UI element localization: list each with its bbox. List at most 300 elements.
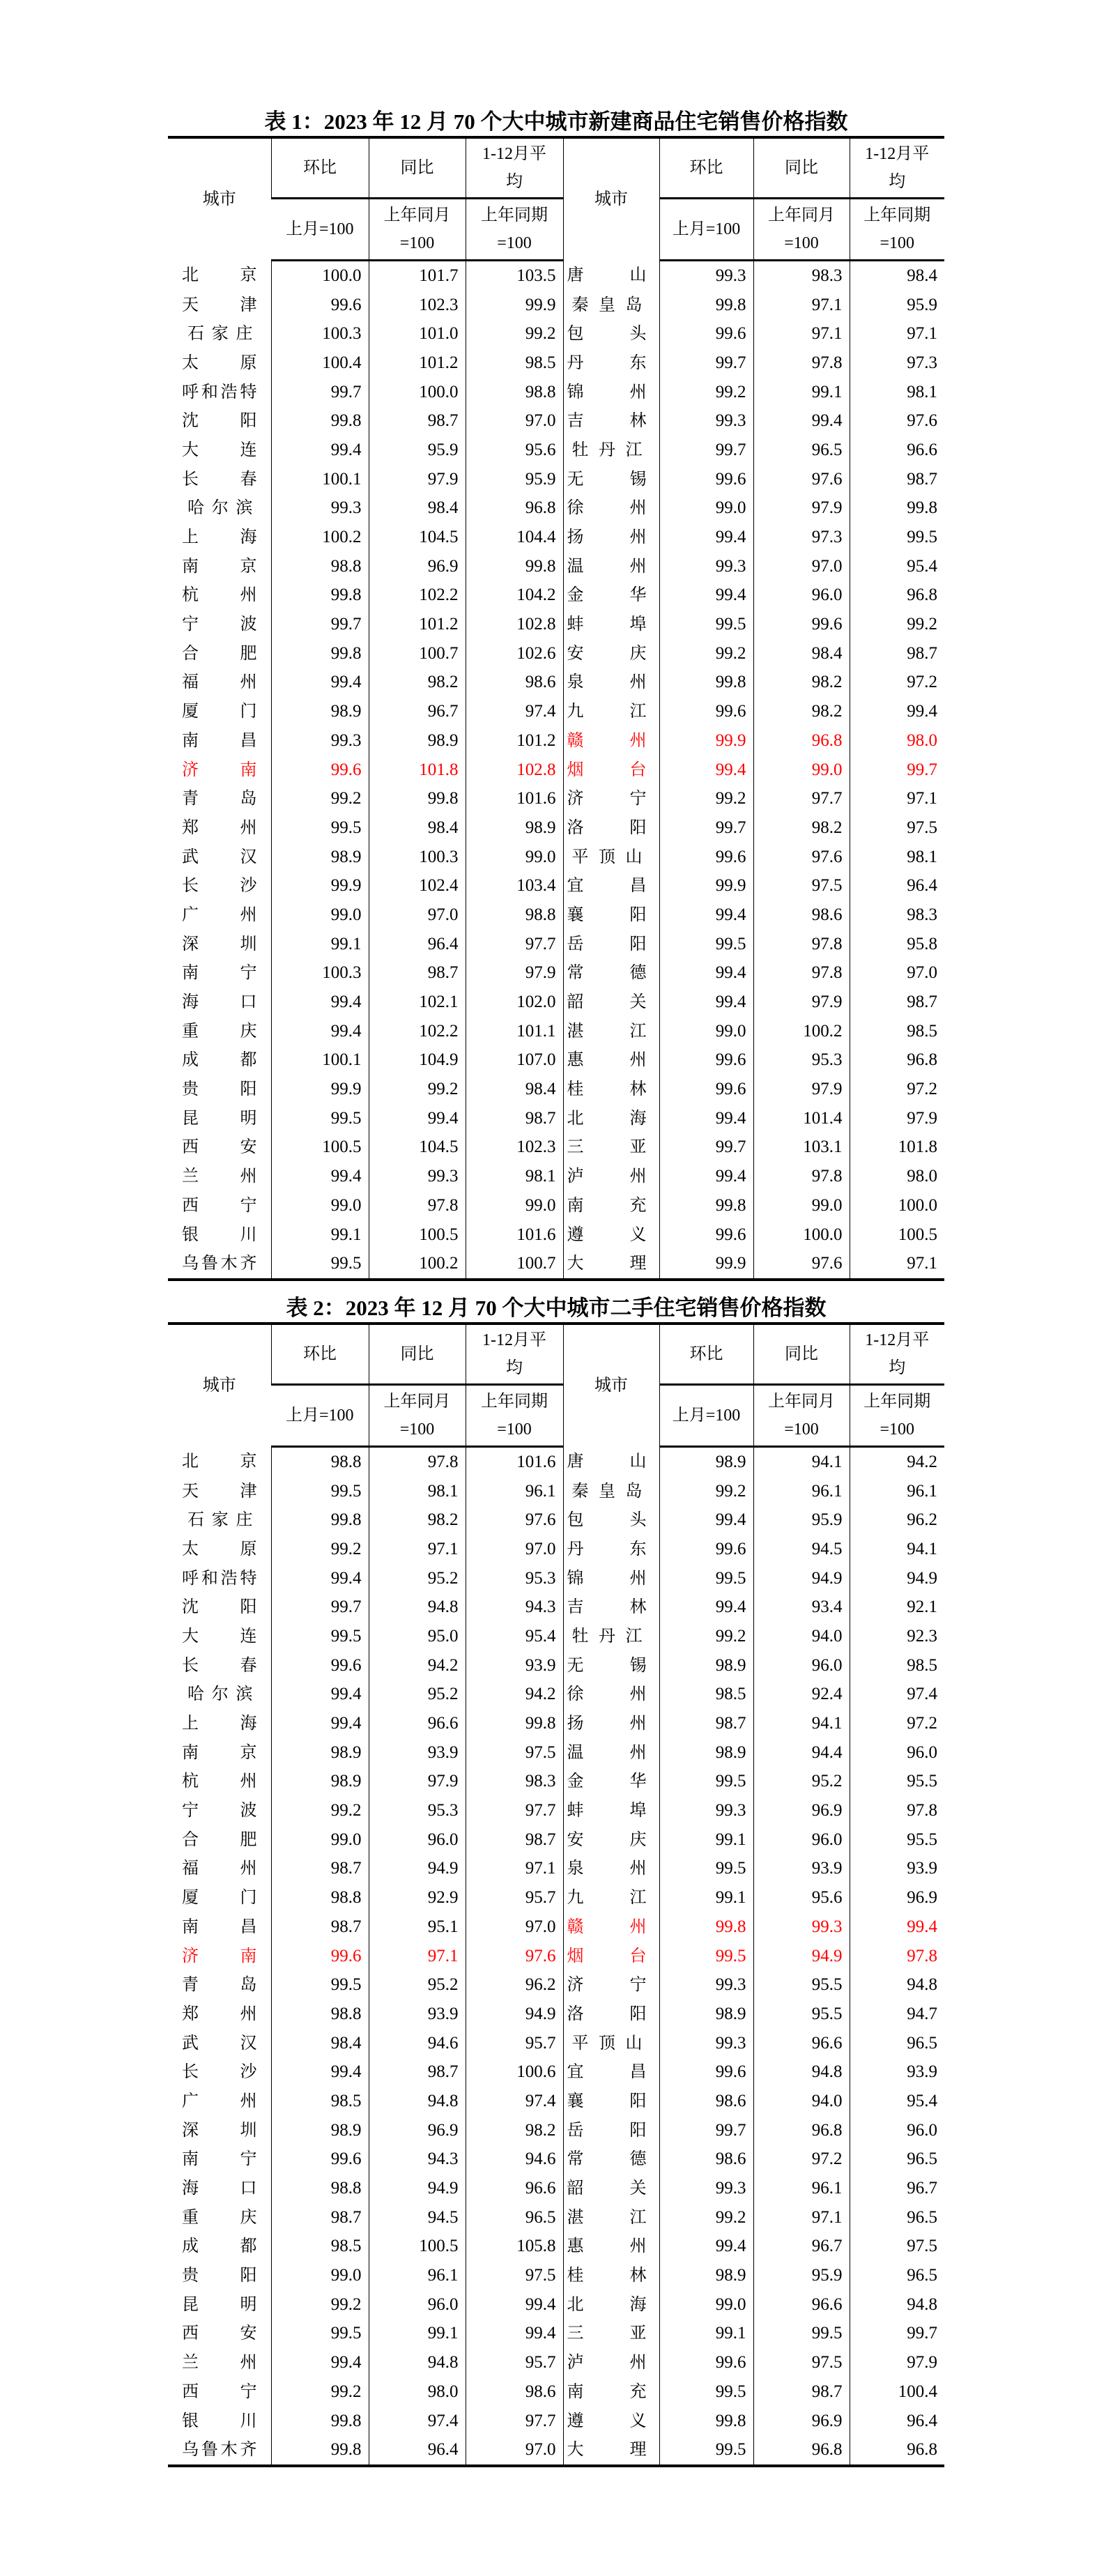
- city-name-cell: [168, 1942, 271, 1971]
- ytd-avg-index-cell: 98.5: [850, 1651, 944, 1680]
- column-header: [369, 137, 466, 199]
- mom-index-cell: 98.8: [271, 1883, 369, 1912]
- ytd-avg-index-cell: 95.7: [466, 1883, 563, 1912]
- table-row: [168, 2029, 944, 2058]
- city-name-cell: [563, 261, 659, 291]
- city-name: 厦门: [182, 1889, 257, 1908]
- yoy-index-cell: 100.0: [753, 1220, 850, 1250]
- ytd-avg-index-cell: 98.6: [466, 668, 563, 698]
- ytd-avg-index-cell: 98.0: [850, 726, 944, 756]
- city-name: 三亚: [567, 1138, 647, 1157]
- city-name: 襄阳: [567, 2092, 647, 2110]
- column-subheader: [369, 199, 466, 261]
- city-name-cell: [563, 465, 659, 494]
- city-name-cell: [168, 581, 271, 611]
- city-name-cell: [563, 1535, 659, 1564]
- city-name-cell: [168, 1046, 271, 1075]
- table-row: [168, 581, 944, 611]
- yoy-index-cell: 97.0: [753, 552, 850, 581]
- header-line: 1-12月平: [865, 145, 930, 163]
- city-name: 无锡: [567, 470, 647, 489]
- city-name-cell: [168, 1191, 271, 1220]
- table-2-title: 表 2：2023 年 12 月 70 个大中城市二手住宅销售价格指数: [286, 1296, 827, 1320]
- table-row: [168, 2174, 944, 2203]
- mom-index-cell: 99.5: [659, 2377, 753, 2407]
- yoy-index-cell: 95.2: [369, 1564, 466, 1593]
- column-header: [271, 137, 369, 199]
- table-row: [168, 1912, 944, 1942]
- city-name-cell: [563, 1593, 659, 1622]
- city-name: 太原: [182, 353, 257, 372]
- mom-index-cell: 99.5: [271, 1477, 369, 1506]
- mom-index-cell: 100.2: [271, 523, 369, 552]
- city-name: 三亚: [567, 2324, 647, 2343]
- ytd-avg-index-cell: 94.9: [466, 2000, 563, 2029]
- mom-index-cell: 98.9: [659, 1738, 753, 1768]
- table-row: [168, 1970, 944, 2000]
- ytd-avg-index-cell: 97.7: [466, 930, 563, 959]
- city-name: 锦州: [567, 383, 647, 401]
- mom-index-cell: 99.2: [659, 1477, 753, 1506]
- mom-index-cell: 99.4: [271, 1680, 369, 1710]
- city-name-cell: [563, 1505, 659, 1535]
- city-name-cell: [563, 319, 659, 348]
- city-name: 包头: [567, 325, 647, 344]
- mom-index-cell: 98.5: [271, 2232, 369, 2262]
- ytd-avg-index-cell: 96.5: [466, 2203, 563, 2232]
- yoy-index-cell: 104.5: [369, 523, 466, 552]
- ytd-avg-index-cell: 97.0: [466, 2435, 563, 2466]
- city-name-cell: [168, 1825, 271, 1855]
- column-subheader: [271, 1385, 369, 1447]
- city-name-cell: [168, 1133, 271, 1163]
- city-name: 泸州: [567, 1167, 647, 1186]
- table-row: [168, 2116, 944, 2145]
- ytd-avg-index-cell: 94.2: [466, 1680, 563, 1710]
- city-name: 宜昌: [567, 877, 647, 896]
- city-name: 九江: [567, 703, 647, 721]
- yoy-index-cell: 97.7: [753, 784, 850, 813]
- table-row: [168, 2320, 944, 2349]
- city-name-cell: [168, 2261, 271, 2290]
- table-row: [168, 465, 944, 494]
- city-name: 惠州: [567, 1051, 647, 1070]
- city-name: 合肥: [182, 1830, 257, 1849]
- yoy-index-cell: 102.2: [369, 1017, 466, 1046]
- ytd-avg-index-cell: 96.0: [850, 1738, 944, 1768]
- city-name: 扬州: [567, 528, 647, 547]
- yoy-index-cell: 97.8: [753, 348, 850, 378]
- yoy-index-cell: 95.6: [753, 1883, 850, 1912]
- city-name-cell: [168, 1075, 271, 1104]
- city-name-cell: [563, 1017, 659, 1046]
- table-row: [168, 639, 944, 668]
- city-name-cell: [168, 639, 271, 668]
- mom-index-cell: 99.5: [659, 1855, 753, 1884]
- mom-index-cell: 99.6: [659, 2348, 753, 2377]
- yoy-index-cell: 97.8: [753, 930, 850, 959]
- ytd-avg-index-cell: 98.6: [466, 2377, 563, 2407]
- city-name-cell: [168, 436, 271, 465]
- city-name: 桂林: [567, 1080, 647, 1099]
- ytd-avg-index-cell: 95.4: [466, 1622, 563, 1651]
- city-name-cell: [168, 2000, 271, 2029]
- mom-index-cell: 99.4: [659, 1104, 753, 1133]
- ytd-avg-index-cell: 103.5: [466, 261, 563, 291]
- yoy-index-cell: 94.9: [369, 2174, 466, 2203]
- mom-index-cell: 99.9: [659, 871, 753, 900]
- yoy-index-cell: 96.0: [369, 1825, 466, 1855]
- ytd-avg-index-cell: 95.6: [466, 436, 563, 465]
- mom-index-cell: 99.4: [659, 2232, 753, 2262]
- ytd-avg-index-cell: 94.2: [850, 1447, 944, 1477]
- mom-index-cell: 99.5: [271, 1249, 369, 1280]
- ytd-avg-index-cell: 98.1: [466, 1162, 563, 1191]
- city-name: 金华: [567, 586, 647, 605]
- city-name-cell: [563, 1046, 659, 1075]
- table-row: [168, 1709, 944, 1738]
- mom-index-cell: 99.4: [271, 988, 369, 1017]
- city-name-cell: [563, 436, 659, 465]
- yoy-index-cell: 97.5: [753, 871, 850, 900]
- city-name-cell: [563, 1104, 659, 1133]
- ytd-avg-index-cell: 96.6: [850, 436, 944, 465]
- yoy-index-cell: 94.8: [369, 2348, 466, 2377]
- city-name: 长春: [182, 1656, 257, 1675]
- yoy-index-cell: 99.5: [753, 2320, 850, 2349]
- ytd-avg-index-cell: 99.9: [466, 291, 563, 320]
- city-name-cell: [563, 1191, 659, 1220]
- city-name-cell: [168, 1162, 271, 1191]
- city-name: 重庆: [182, 1022, 257, 1041]
- ytd-avg-index-cell: 97.9: [850, 1104, 944, 1133]
- table-row: [168, 813, 944, 843]
- city-name-cell: [563, 756, 659, 785]
- yoy-index-cell: 98.7: [369, 2057, 466, 2087]
- ytd-avg-index-cell: 99.4: [466, 2290, 563, 2320]
- ytd-avg-index-cell: 100.7: [466, 1249, 563, 1280]
- table-row: [168, 406, 944, 436]
- table-row: [168, 610, 944, 639]
- ytd-avg-index-cell: 94.6: [466, 2145, 563, 2175]
- mom-index-cell: 98.9: [271, 1768, 369, 1797]
- city-name: 长春: [182, 470, 257, 489]
- city-name: 福州: [182, 1860, 257, 1878]
- city-name: 桂林: [567, 2267, 647, 2285]
- city-name-cell: [563, 1162, 659, 1191]
- mom-index-cell: 99.4: [659, 756, 753, 785]
- yoy-index-cell: 98.2: [369, 1505, 466, 1535]
- yoy-index-cell: 96.8: [753, 726, 850, 756]
- city-name: 泸州: [567, 2354, 647, 2372]
- yoy-index-cell: 96.9: [369, 2116, 466, 2145]
- city-name: 济宁: [567, 1976, 647, 1995]
- city-name: 包头: [567, 1511, 647, 1530]
- mom-index-cell: 99.3: [659, 406, 753, 436]
- city-name-cell: [168, 2407, 271, 2436]
- city-name-cell: [168, 1447, 271, 1477]
- mom-index-cell: 99.4: [659, 1593, 753, 1622]
- yoy-index-cell: 95.3: [369, 1796, 466, 1825]
- yoy-index-cell: 97.8: [369, 1447, 466, 1477]
- header-line: 上年同期: [481, 1393, 548, 1411]
- yoy-index-cell: 96.0: [369, 2290, 466, 2320]
- city-name: 常德: [567, 964, 647, 983]
- yoy-index-cell: 99.4: [753, 406, 850, 436]
- mom-index-cell: 99.5: [659, 610, 753, 639]
- mom-index-cell: 99.5: [271, 1622, 369, 1651]
- header-line: =100: [497, 1420, 532, 1439]
- city-name: 大连: [182, 1627, 257, 1646]
- column-subheader: [850, 199, 944, 261]
- mom-index-cell: 99.7: [271, 1593, 369, 1622]
- city-name-cell: [563, 1796, 659, 1825]
- ytd-avg-index-cell: 94.1: [850, 1535, 944, 1564]
- column-header: [850, 1324, 944, 1385]
- mom-index-cell: 99.8: [659, 668, 753, 698]
- city-name: 常德: [567, 2150, 647, 2169]
- header-line: 1-12月平: [482, 145, 546, 163]
- city-name-cell: [168, 2203, 271, 2232]
- city-name-cell: [168, 1564, 271, 1593]
- city-name: 遵义: [567, 1225, 647, 1244]
- ytd-avg-index-cell: 95.5: [850, 1768, 944, 1797]
- city-name: 杭州: [182, 586, 257, 605]
- mom-index-cell: 99.3: [271, 494, 369, 523]
- ytd-avg-index-cell: 98.8: [466, 900, 563, 930]
- mom-index-cell: 99.7: [659, 2116, 753, 2145]
- yoy-index-cell: 94.3: [369, 2145, 466, 2175]
- table-row: [168, 2145, 944, 2175]
- city-name: 天津: [182, 296, 257, 314]
- city-name-cell: [563, 2320, 659, 2349]
- yoy-index-cell: 100.5: [369, 1220, 466, 1250]
- mom-index-cell: 99.2: [271, 1796, 369, 1825]
- table-row: [168, 494, 944, 523]
- yoy-index-cell: 99.6: [753, 610, 850, 639]
- city-name: 呼和浩特: [182, 1569, 257, 1588]
- mom-index-cell: 99.9: [271, 871, 369, 900]
- table-row: [168, 2435, 944, 2466]
- ytd-avg-index-cell: 94.9: [850, 1564, 944, 1593]
- ytd-avg-index-cell: 101.8: [850, 1133, 944, 1163]
- ytd-avg-index-cell: 97.2: [850, 1709, 944, 1738]
- ytd-avg-index-cell: 102.0: [466, 988, 563, 1017]
- header-line: 同比: [400, 1345, 434, 1363]
- ytd-avg-index-cell: 98.0: [850, 1162, 944, 1191]
- ytd-avg-index-cell: 94.3: [466, 1593, 563, 1622]
- ytd-avg-index-cell: 97.5: [466, 1738, 563, 1768]
- yoy-index-cell: 96.8: [753, 2435, 850, 2466]
- yoy-index-cell: 102.3: [369, 291, 466, 320]
- city-name-cell: [168, 465, 271, 494]
- city-name-cell: [563, 1942, 659, 1971]
- city-name: 锦州: [567, 1569, 647, 1588]
- city-name-cell: [168, 2145, 271, 2175]
- mom-index-cell: 99.9: [659, 1249, 753, 1280]
- city-name-cell: [563, 726, 659, 756]
- city-name-cell: [563, 2145, 659, 2175]
- ytd-avg-index-cell: 96.4: [850, 871, 944, 900]
- yoy-index-cell: 94.5: [369, 2203, 466, 2232]
- table-row: [168, 1046, 944, 1075]
- city-name-cell: [168, 1883, 271, 1912]
- mom-index-cell: 99.4: [271, 1564, 369, 1593]
- city-name: 昆明: [182, 2295, 257, 2314]
- city-name-cell: [168, 1768, 271, 1797]
- mom-index-cell: 99.5: [659, 1942, 753, 1971]
- city-name: 无锡: [567, 1656, 647, 1675]
- header-line: 上月=100: [672, 1406, 741, 1425]
- mom-index-cell: 99.8: [271, 406, 369, 436]
- mom-index-cell: 99.1: [659, 1883, 753, 1912]
- city-name: 青岛: [182, 1976, 257, 1995]
- yoy-index-cell: 99.0: [753, 1191, 850, 1220]
- second-hand-housing-price-index-table: [168, 1322, 944, 2467]
- city-name: 洛阳: [567, 818, 647, 837]
- header-line: 同比: [785, 159, 818, 177]
- city-name-cell: [168, 1249, 271, 1280]
- mom-index-cell: 98.9: [271, 2116, 369, 2145]
- ytd-avg-index-cell: 98.5: [466, 348, 563, 378]
- ytd-avg-index-cell: 99.4: [850, 1912, 944, 1942]
- ytd-avg-index-cell: 99.8: [466, 1709, 563, 1738]
- yoy-index-cell: 101.4: [753, 1104, 850, 1133]
- city-name-cell: [563, 2174, 659, 2203]
- ytd-avg-index-cell: 99.8: [466, 552, 563, 581]
- city-name: 广州: [182, 905, 257, 924]
- column-subheader: [753, 1385, 850, 1447]
- city-name-cell: [563, 2435, 659, 2466]
- yoy-index-cell: 95.2: [369, 1680, 466, 1710]
- table-row: [168, 930, 944, 959]
- city-name: 安庆: [567, 1830, 647, 1849]
- mom-index-cell: 99.4: [271, 2057, 369, 2087]
- mom-index-cell: 99.6: [659, 843, 753, 872]
- city-name: 南昌: [182, 731, 257, 750]
- ytd-avg-index-cell: 102.3: [466, 1133, 563, 1163]
- mom-index-cell: 99.5: [659, 1564, 753, 1593]
- city-name-cell: [563, 2000, 659, 2029]
- city-name-cell: [563, 813, 659, 843]
- table-row: [168, 1883, 944, 1912]
- city-name-cell: [168, 813, 271, 843]
- city-name: 沈阳: [182, 1598, 257, 1617]
- city-name: 蚌埠: [567, 615, 647, 634]
- mom-index-cell: 98.7: [271, 1855, 369, 1884]
- city-name-cell: [563, 1825, 659, 1855]
- city-name-cell: [168, 2232, 271, 2262]
- ytd-avg-index-cell: 100.0: [850, 1191, 944, 1220]
- mom-index-cell: 99.4: [659, 959, 753, 988]
- yoy-index-cell: 97.6: [753, 465, 850, 494]
- ytd-avg-index-cell: 99.0: [466, 1191, 563, 1220]
- city-name-cell: [563, 784, 659, 813]
- mom-index-cell: 99.6: [659, 319, 753, 348]
- yoy-index-cell: 97.1: [369, 1535, 466, 1564]
- table-row: [168, 1535, 944, 1564]
- yoy-index-cell: 99.2: [369, 1075, 466, 1104]
- yoy-index-cell: 100.5: [369, 2232, 466, 2262]
- city-name: 杭州: [182, 1772, 257, 1791]
- table-row: [168, 2377, 944, 2407]
- city-name-cell: [168, 1220, 271, 1250]
- mom-index-cell: 99.6: [659, 1535, 753, 1564]
- mom-index-cell: 99.6: [659, 2057, 753, 2087]
- city-name: 金华: [567, 1772, 647, 1791]
- city-name-cell: [168, 959, 271, 988]
- mom-index-cell: 98.9: [659, 2000, 753, 2029]
- mom-index-cell: 98.8: [271, 2000, 369, 2029]
- city-name: 武汉: [182, 848, 257, 866]
- mom-index-cell: 99.4: [271, 2348, 369, 2377]
- yoy-index-cell: 95.9: [753, 2261, 850, 2290]
- mom-index-cell: 99.4: [271, 668, 369, 698]
- mom-index-cell: 98.9: [659, 1447, 753, 1477]
- city-name-cell: [168, 726, 271, 756]
- city-name-cell: [168, 2029, 271, 2058]
- header-line: 同比: [785, 1345, 818, 1363]
- city-name-cell: [563, 1855, 659, 1884]
- city-name: 哈尔滨: [187, 1685, 253, 1704]
- yoy-index-cell: 97.1: [753, 291, 850, 320]
- mom-index-cell: 99.4: [659, 900, 753, 930]
- ytd-avg-index-cell: 97.6: [466, 1505, 563, 1535]
- city-name: 石家庄: [187, 325, 253, 344]
- city-name: 徐州: [567, 1685, 647, 1704]
- table-row: [168, 2057, 944, 2087]
- city-name-cell: [563, 581, 659, 611]
- city-name: 乌鲁木齐: [182, 2441, 257, 2460]
- table-row: [168, 1593, 944, 1622]
- header-line: 上月=100: [672, 220, 741, 238]
- city-name: 济南: [182, 1947, 257, 1965]
- city-name: 韶关: [567, 993, 647, 1012]
- ytd-avg-index-cell: 98.1: [850, 378, 944, 407]
- city-name-cell: [563, 2261, 659, 2290]
- ytd-avg-index-cell: 98.5: [850, 1017, 944, 1046]
- city-name: 西宁: [182, 1196, 257, 1215]
- city-name-cell: [563, 1249, 659, 1280]
- city-name-cell: [168, 871, 271, 900]
- table-row: [168, 2407, 944, 2436]
- mom-index-cell: 98.7: [659, 1709, 753, 1738]
- city-name-cell: [168, 1593, 271, 1622]
- mom-index-cell: 99.6: [271, 756, 369, 785]
- city-name-cell: [563, 900, 659, 930]
- yoy-index-cell: 97.9: [753, 494, 850, 523]
- city-name: 北京: [182, 266, 257, 285]
- table-row: [168, 523, 944, 552]
- city-name: 太原: [182, 1540, 257, 1558]
- table-row: [168, 1133, 944, 1163]
- header-line: 上年同月: [383, 206, 451, 224]
- yoy-index-cell: 99.8: [369, 784, 466, 813]
- city-name-cell: [168, 2348, 271, 2377]
- yoy-index-cell: 94.1: [753, 1709, 850, 1738]
- city-name: 青岛: [182, 790, 257, 808]
- table-row: [168, 784, 944, 813]
- city-name-cell: [563, 2087, 659, 2116]
- table-row: [168, 959, 944, 988]
- ytd-avg-index-cell: 97.8: [850, 1796, 944, 1825]
- header-line: 均: [889, 173, 906, 191]
- city-column-header: 城市: [202, 1377, 236, 1395]
- ytd-avg-index-cell: 95.7: [466, 2348, 563, 2377]
- ytd-avg-index-cell: 105.8: [466, 2232, 563, 2262]
- mom-index-cell: 99.4: [271, 436, 369, 465]
- city-name-cell: [563, 1912, 659, 1942]
